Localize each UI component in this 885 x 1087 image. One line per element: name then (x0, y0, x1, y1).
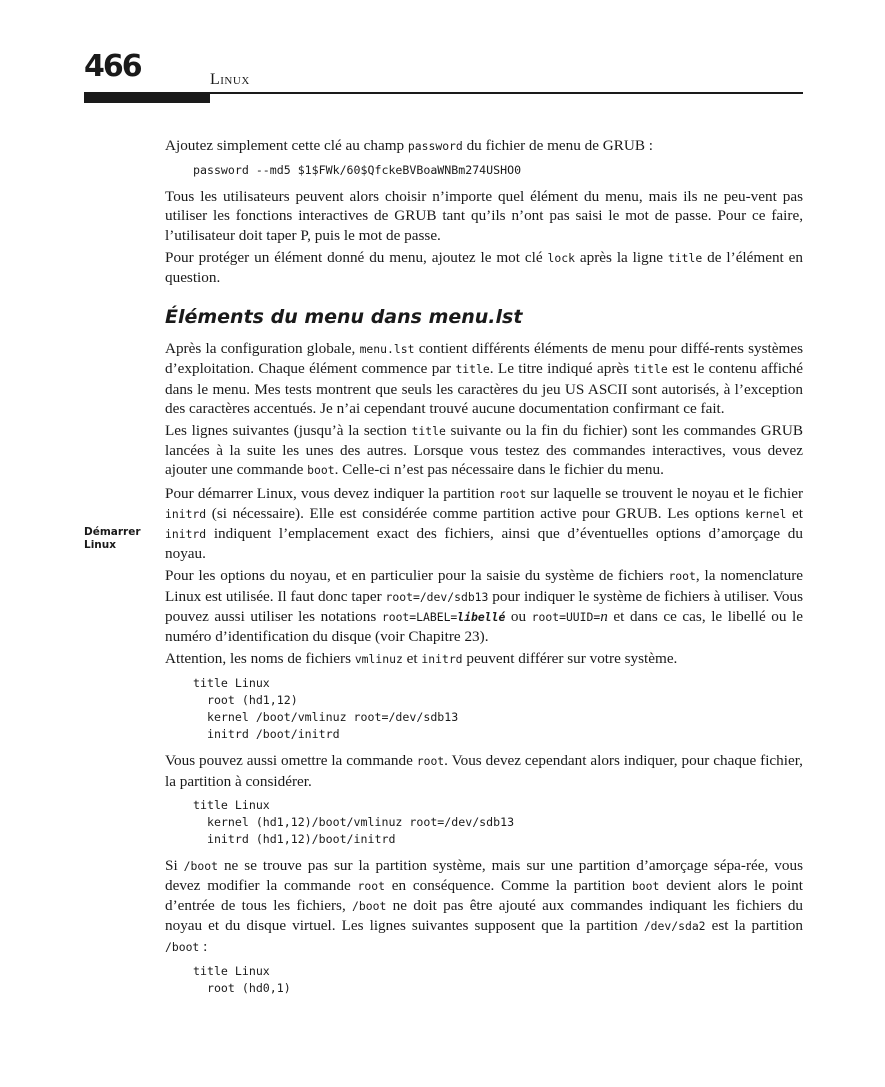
header-rule-tab (84, 94, 210, 103)
margin-note-line1: Démarrer (84, 526, 141, 538)
code-block-1: password --md5 $1$FWk/60$QfckeBVBoaWNBm274USHO0 (193, 163, 522, 178)
paragraph-7: Pour les options du noyau, et en particulier pour la saisie du système de fichiers root, la nomenclature Linux est utilisée. Il faut donc taper root=/dev/sdb13 pour indiquer le système de fichiers à utiliser. Vous pouvez aussi utiliser les notations root=LABEL=libellé ou root=UUID=n et dans ce cas, le libellé ou le numéro d’identification du disque (voir Chapitre 23). (165, 567, 804, 646)
paragraph-5: Les lignes suivantes (jusqu’à la section title suivante ou la fin du fichier) sont les commandes GRUB lancées à la suite les unes des autres. Lorsque vous testez des commandes interactives, vous devez ajouter une commande boot. Celle-ci n’est pas nécessaire dans le fichier du menu. (165, 422, 803, 479)
page-number: 466 (84, 49, 141, 84)
code-block-4: title Linux root (hd0,1) (193, 963, 291, 995)
code-block-3: title Linux kernel (hd1,12)/boot/vmlinuz root=/dev/sdb13 initrd (hd1,12)/boot/initrd (193, 797, 515, 846)
paragraph-8: Attention, les noms de fichiers vmlinuz et initrd peuvent différer sur votre système. (165, 650, 678, 668)
paragraph-10: Si /boot ne se trouve pas sur la partition système, mais sur une partition d’amorçage sépa-rée, vous devez modifier la commande root en conséquence. Comme la partition boot devient alors le point d’entrée de tous les fichiers, /boot ne doit pas être ajouté aux commandes indiquant les fichiers du noyau et du disque virtuel. Les lignes suivantes supposent que la partition /dev/sda2 est la partition /boot : (165, 856, 804, 955)
paragraph-2: Tous les utilisateurs peuvent alors choisir n’importe quel élément du menu, mais ils ne peu-vent pas utiliser les fonctions interactives de GRUB tant qu’ils n’ont pas saisi le mot de passe. Pour ce faire, l’utilisateur doit taper P, puis le mot de passe. (165, 188, 803, 244)
code-block-2: title Linux root (hd1,12) kernel /boot/vmlinuz root=/dev/sdb13 initrd /boot/initrd (193, 676, 459, 742)
paragraph-4: Après la configuration globale, menu.lst contient différents éléments de menu pour diffé-rents systèmes d’exploitation. Chaque élément commence par title. Le titre indiqué après title est le contenu affiché dans le menu. Mes tests montrent que seuls les caractères du jeu US ASCII sont autorisés, à l’exception des caractères accentués. Je n’ai cependant trouvé aucune documentation confirmant ce fait. (165, 340, 803, 417)
margin-note-line2: Linux (84, 538, 117, 551)
paragraph-3: Pour protéger un élément donné du menu, ajoutez le mot clé lock après la ligne title de l’élément en question. (165, 248, 804, 287)
section-heading: Éléments du menu dans menu.lst (165, 306, 523, 329)
page-body (165, 136, 803, 1005)
paragraph-1: Ajoutez simplement cette clé au champ password du fichier de menu de GRUB : (165, 137, 654, 154)
running-head: Linux (210, 71, 250, 88)
margin-note (84, 526, 154, 551)
paragraph-9: Vous pouvez aussi omettre la commande root. Vous devez cependant alors indiquer, pour chaque fichier, la partition à considérer. (165, 752, 803, 790)
paragraph-6: Pour démarrer Linux, vous devez indiquer la partition root sur laquelle se trouvent le noyau et le fichier initrd (si nécessaire). Elle est considérée comme partition active pour GRUB. Les options kernel et initrd indiquent l’emplacement exact des fichiers, ainsi que d’éventuelles options d’amorçage du noyau. (165, 484, 804, 563)
